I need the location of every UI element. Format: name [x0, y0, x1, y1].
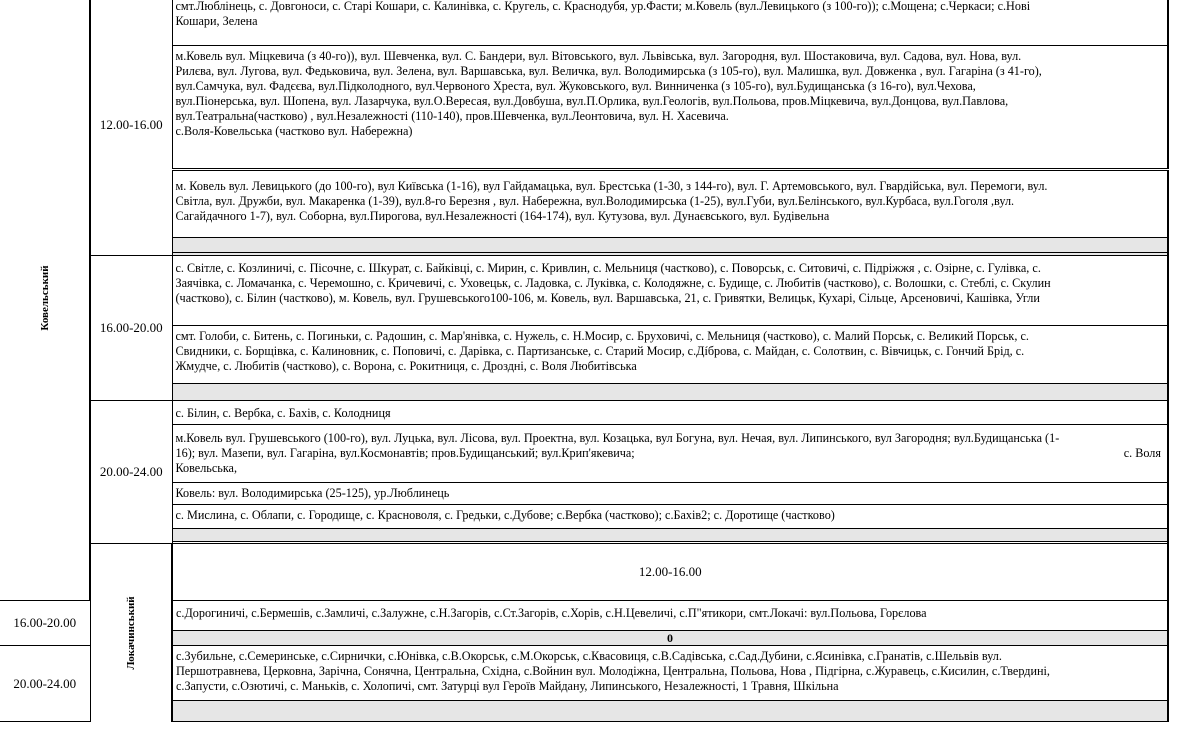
- district-lokachi: [90, 544, 172, 722]
- area-list-row: с.Зубильне, с.Семеринське, с.Сирнички, с.Юнівка, с.В.Окорськ, с.М.Окорськ, с.Квасовиця, с.В.Садівська, с.Сад.Дубини, с.Ясинівка, с.Гранатів, с.Шельвів вул. Першотравнева, Церковна, Зарічна, Сонячна, Центральна, Східна, с.Войнин вул. Молодіжна, Центральна, Польова, Нова , Підгірна, с.Журавець, с.Кисилин, с.Твердині, с.Запусти, с.Озютичі, с. Маньків, с. Холопичі, смт. Затурці вул Героїв Майдану, Липинського, Незалежності, 1 Травня, Шкільна: [172, 646, 1168, 701]
- separator-row: [172, 529, 1168, 542]
- area-list-row: с.Дорогиничі, с.Бермешів, с.Замличі, с.Залужне, с.Н.Загорів, с.Ст.Загорів, с.Хорів, с.Н.Цевеличі, с.П"ятикори, смт.Локачі: вул.Польова, Горєлова: [172, 601, 1168, 631]
- area-list-row: смт. Голоби, с. Битень, с. Погиньки, с. Радошин, с. Мар'янівка, с. Нужель, с. Н.Мосир, с. Бруховичі, с. Мельниця (частково), с. Малий Порськ, с. Великий Порськ, с. Свидники, с. Борщівка, с. Калиновник, с. Поповичі, с. Дарівка, с. Партизанське, с. Старий Мосир, с.Дíброва, с. Майдан, с. Солотвин, с. Вівчицьк, с. Гончий Брід, с. Жмудче, с. Любитів (частково), с. Ворона, с. Рокитниця, с. Дроздні, с. Воля Любитівська: [172, 326, 1168, 384]
- area-list-row: с. Світле, с. Козлиничі, с. Пісочне, с. Шкурат, с. Байківці, с. Мирин, с. Кривлин, с. Мельниця (частково), с. Поворськ, с. Ситовичі, с. Підріжжя , с. Озірне, с. Гулівка, с. Заячівка, с. Ломачанка, с. Черемошно, с. Кричевичі, с. Уховецьк, с. Ладовка, с. Луківка, с. Колодяжне, с. Будище, с. Любитів (частково), с. Волошки, с. Стеблі, с. Скулин (частково), с. Білин (частково), м. Ковель, вул. Грушевського100-106, м. Ковель, вул. Варшавська, 21, с. Гривятки, Велицьк, Кухарі, Сільце, Арсеновичі, Кашівка, Угли: [172, 256, 1168, 326]
- zero-count-row: 0: [172, 631, 1168, 646]
- separator-row: [172, 701, 1168, 722]
- time-slot-16-20: 16.00-20.00: [0, 601, 90, 646]
- time-slot-20-24: 20.00-24.00: [90, 401, 172, 544]
- time-slot-12-16: 12.00-16.00: [90, 0, 172, 256]
- area-list-row: смт.Люблінець, с. Довгоноси, с. Старі Кошари, с. Калинівка, с. Кругель, с. Краснодубя, ур.Фасти; м.Ковель (вул.Левицького (з 100-го)); с.Мощена; с.Черкаси; с.Нові Кошари, Зелена: [172, 0, 1168, 46]
- time-slot-12-16: 12.00-16.00: [172, 544, 1168, 601]
- time-slot-20-24: 20.00-24.00: [0, 646, 90, 722]
- area-list-row: с. Білин, с. Вербка, с. Бахів, с. Колодниця: [172, 401, 1168, 425]
- district-kovel: [0, 0, 90, 601]
- district-kovel-label: Ковельський: [38, 265, 51, 331]
- district-lokachi-label: Локачинський: [125, 596, 137, 670]
- area-list-row: Ковель: вул. Володимирська (25-125), ур.Люблинець: [172, 483, 1168, 505]
- area-list-row: с. Мислина, с. Облапи, с. Городище, с. Красноволя, с. Гредьки, с.Дубове; с.Вербка (частково); с.Бахів2; с. Доротище (частково): [172, 505, 1168, 529]
- area-list-row: м.Ковель вул. Міцкевича (з 40-го)), вул. Шевченка, вул. С. Бандери, вул. Вітовського, вул. Львівська, вул. Загородня, вул. Шостаковича, вул. Садова, вул. Нова, вул. Рилєва, вул. Лугова, вул. Федьковича, вул. Зелена, вул. Варшавська, вул. Величка, вул. Володимирська (з 105-го), вул. Малишка, вул. Довженка , вул. Гагаріна (з 41-го), вул.Самчука, вул. Фадєєва, вул.Підколодного, вул.Червоного Хреста, вул. Жуковського, вул. Винниченка (з 105-го), вул.Будищанська (з 16-го), вул.Чехова, вул.Піонерська, вул. Шопена, вул. Лазарчука, вул.О.Вересая, вул.Довбуша, вул.П.Орлика, вул.Геологів, вул.Польова, пров.Міцкевича, вул.Донцова, вул.Павлова, вул.Театральна(частково) , вул.Незалежності (110-140), пров.Шевченка, вул.Леонтовича, вул. Н. Хасевича. с.Воля-Ковельська (частково вул. Набережна): [172, 46, 1168, 170]
- area-list-row: м.Ковель вул. Грушевського (100-го), вул. Луцька, вул. Лісова, вул. Проектна, вул. Козацька, вул Богуна, вул. Нечая, вул. Липинського, вул Загородня; вул.Будищанська (1- 16); вул. Мазепи, вул. Гагаріна, вул.Космонавтів; пров.Будищанський; вул.Крип'якевича; с. Воля Ковельська,: [172, 425, 1168, 483]
- separator-row: [172, 384, 1168, 401]
- separator-row: [172, 238, 1168, 253]
- area-list-row: м. Ковель вул. Левицького (до 100-го), вул Київська (1-16), вул Гайдамацька, вул. Брестська (1-30, з 144-го), вул. Г. Артемовського, вул. Гвардійська, вул. Перемоги, вул. Світла, вул. Дружби, вул. Макаренка (1-39), вул.8-го Березня , вул. Набережна, вул.Володимирська (1-25), вул.Губи, вул.Белінського, вул.Курбаса, вул.Гоголя ,вул. Сагайдачного 1-7), вул. Соборна, вул.Пирогова, вул.Незалежності (164-174), вул. Кутузова, вул. Дунаєвського, вул. Будівельна: [172, 170, 1168, 238]
- time-slot-16-20: 16.00-20.00: [90, 256, 172, 401]
